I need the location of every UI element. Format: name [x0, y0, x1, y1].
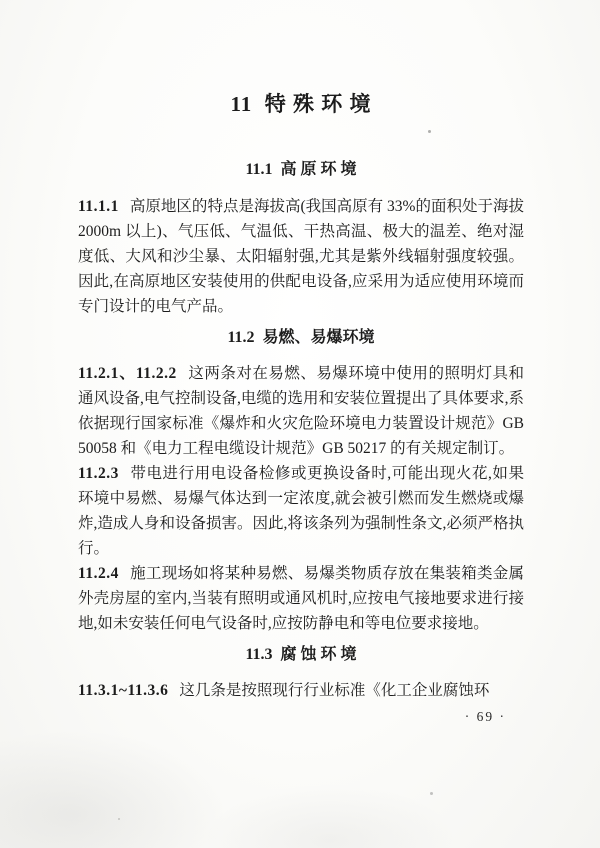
clause-text-11-2-3: 带电进行用电设备检修或更换设备时,可能出现火花,如果环境中易燃、易爆气体达到一定浓度,就会被引燃而发生燃烧或爆炸,造成人身和设备损害。因此,将该条列为强制性条文,必须严格执行。 [78, 465, 524, 557]
clause-label-11-3-1-6: 11.3.1~11.3.6 [78, 682, 169, 699]
text-block [78, 0, 524, 725]
scan-speck [428, 130, 431, 133]
section-heading-11-2: 11.2 易燃、易爆环境 [227, 329, 375, 346]
paragraph-11-2-4 [78, 561, 524, 636]
section-heading-11-1: 11.1 高 原 环 境 [245, 161, 357, 178]
paragraph-11-3-1-6 [78, 678, 524, 703]
chapter-title: 11 特 殊 环 境 [230, 92, 372, 116]
clause-text-11-2-1-2: 这两条对在易燃、易爆环境中使用的照明灯具和通风设备,电气控制设备,电缆的选用和安装位置提出了具体要求,系依据现行国家标准《爆炸和火灾危险环境电力装置设计规范》GB 50058 和《电力工程电缆设计规范》GB 50217 的有关规定制订。 [78, 365, 524, 457]
page-number: · 69 · [464, 709, 506, 724]
clause-label-11-2-3: 11.2.3 [78, 465, 119, 482]
section-heading-11-3: 11.3 腐 蚀 环 境 [245, 646, 357, 663]
clause-text-11-3-1-6: 这几条是按照现行行业标准《化工企业腐蚀环 [179, 682, 490, 699]
clause-label-11-2-1-2: 11.2.1、11.2.2 [78, 365, 177, 382]
scan-speck [430, 792, 433, 795]
scan-speck [118, 818, 120, 820]
clause-label-11-1-1: 11.1.1 [78, 198, 119, 215]
clause-text-11-1-1: 高原地区的特点是海拔高(我国高原有 33%的面积处于海拔 2000m 以上)、气压低、气温低、干热高温、极大的温差、绝对湿度低、大风和沙尘暴、太阳辐射强,尤其是紫外线辐射强度较强。因此,在高原地区安装使用的供配电设备,应采用为适应使用环境而专门设计的电气产品。 [78, 198, 524, 315]
paragraph-11-2-3 [78, 461, 524, 561]
clause-text-11-2-4: 施工现场如将某种易燃、易爆类物质存放在集装箱类金属外壳房屋的室内,当装有照明或通风机时,应按电气接地要求进行接地,如未安装任何电气设备时,应按防静电和等电位要求接地。 [78, 565, 524, 632]
clause-label-11-2-4: 11.2.4 [78, 565, 119, 582]
paragraph-11-2-1-2 [78, 361, 524, 461]
paragraph-11-1-1 [78, 194, 524, 319]
